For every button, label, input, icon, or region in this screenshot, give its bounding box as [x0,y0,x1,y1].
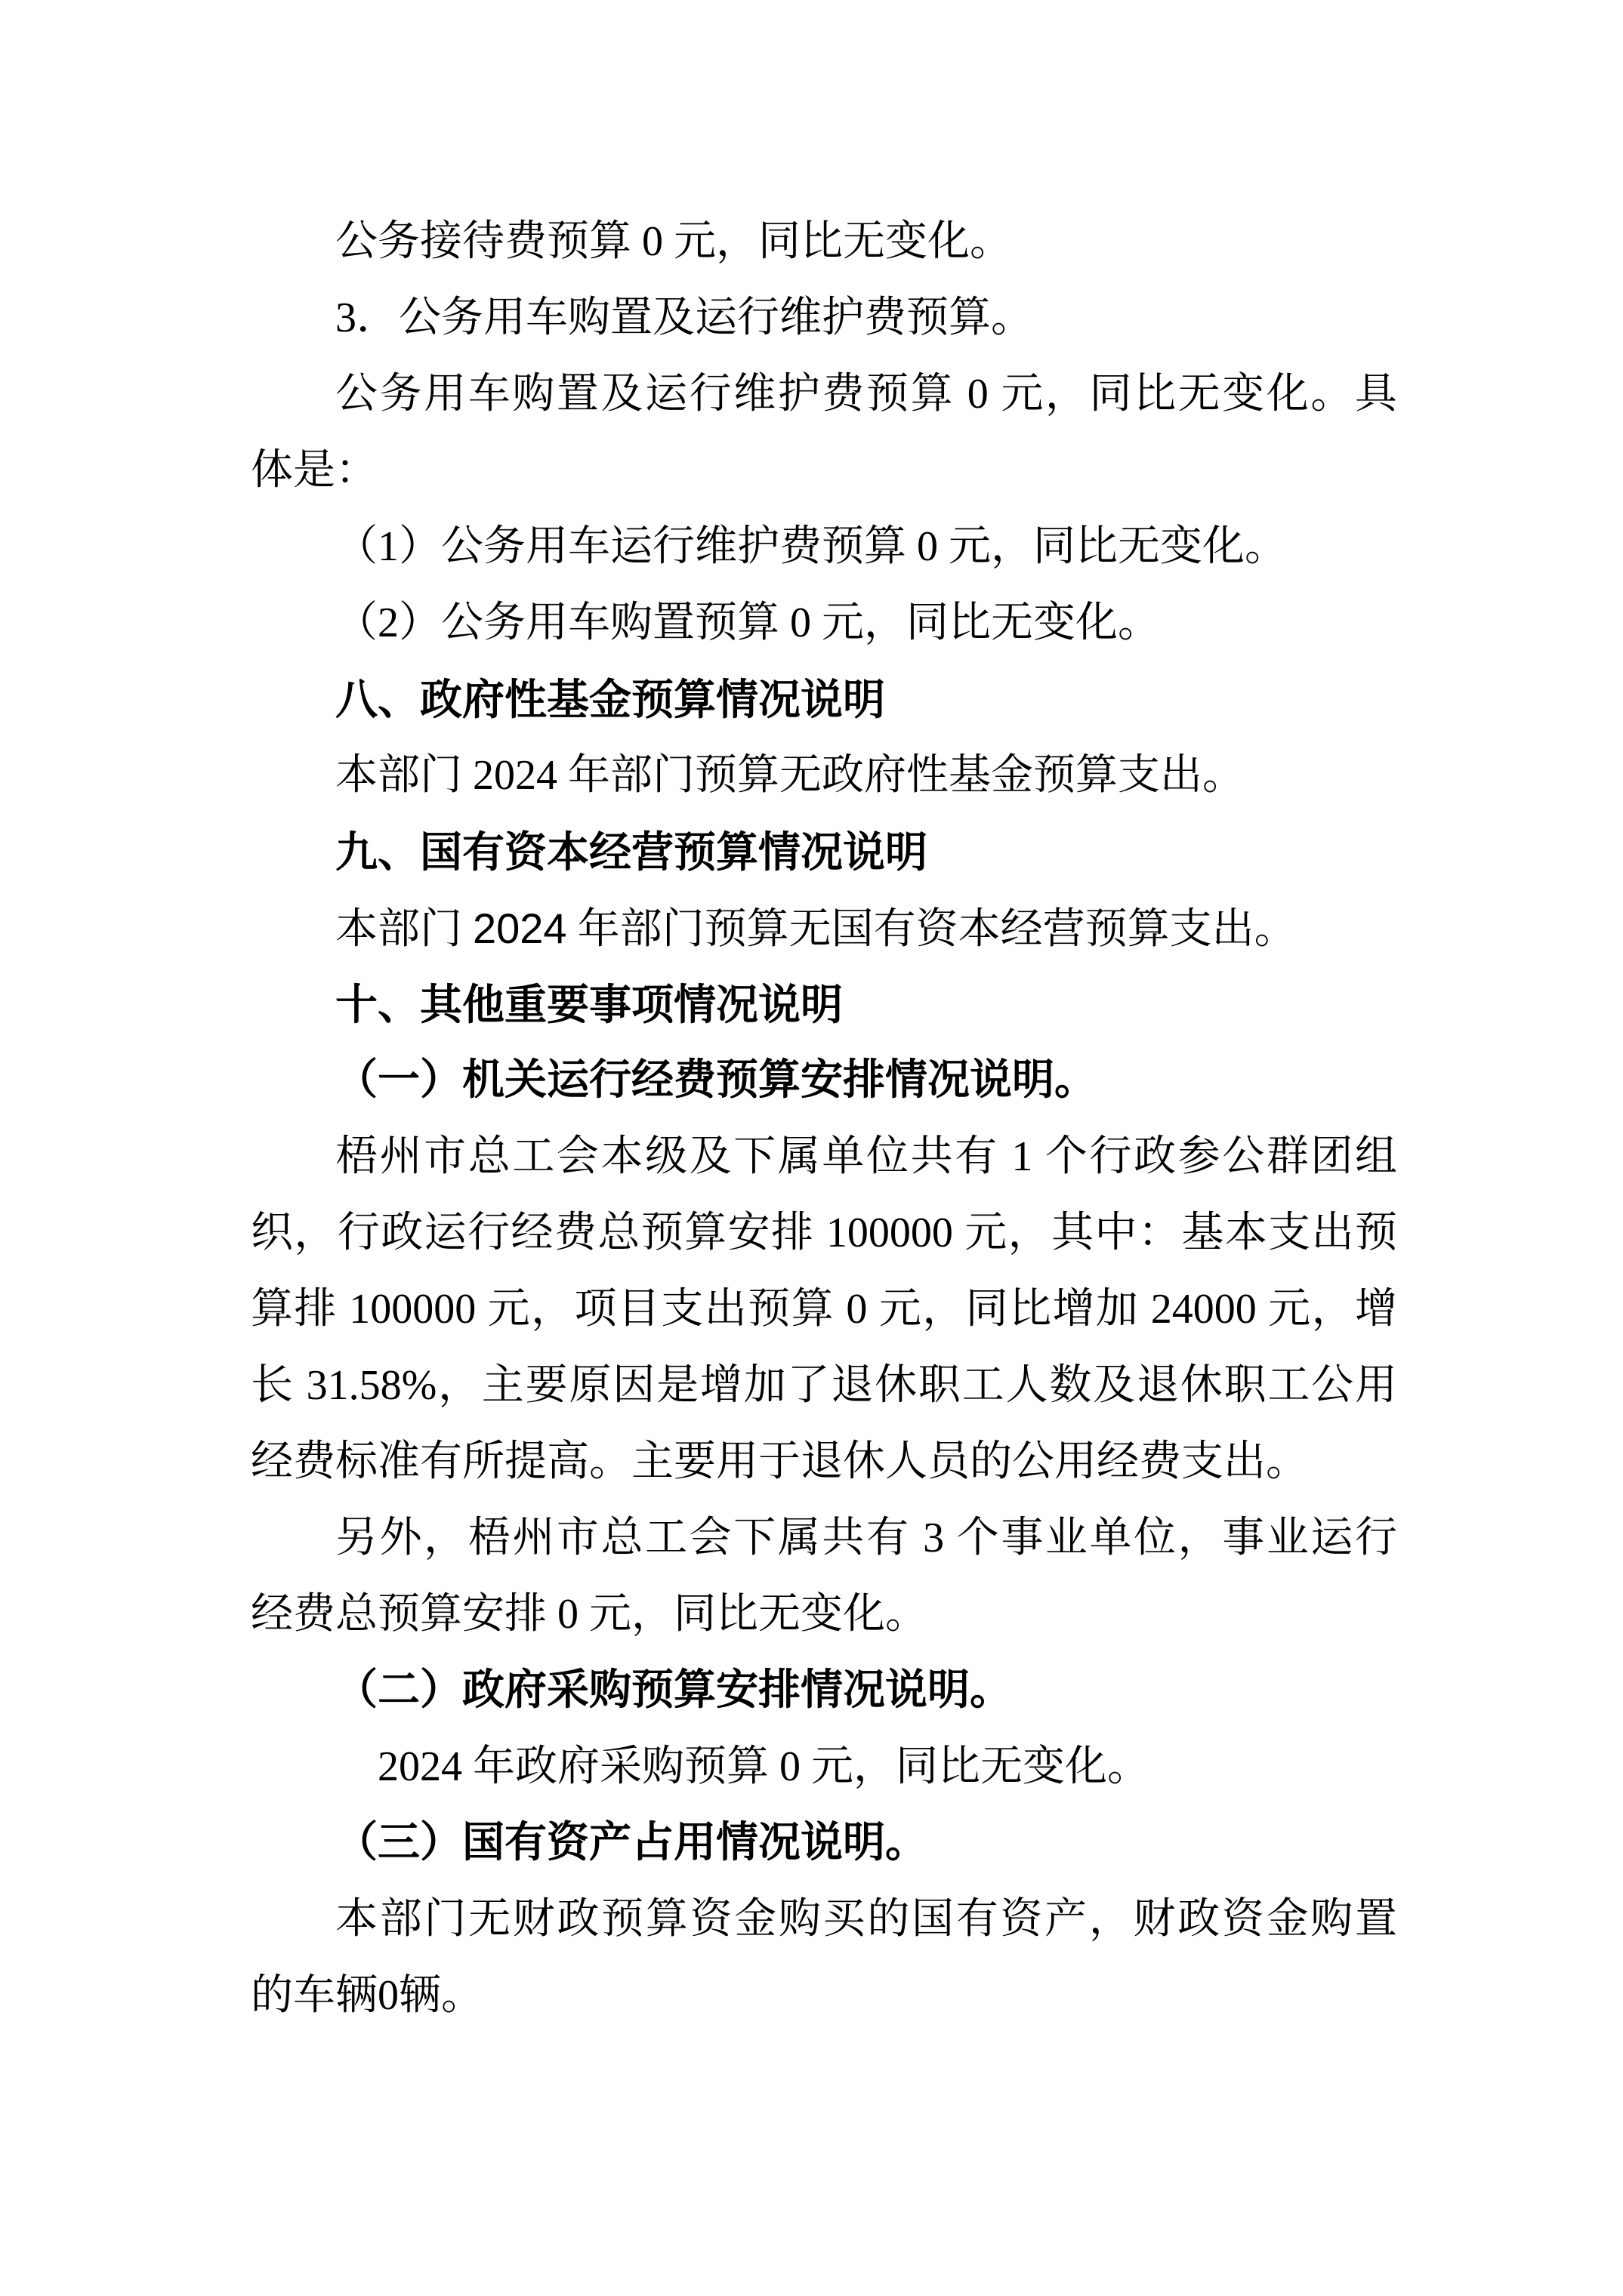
text-segment: 的车辆0辆。 [251,1972,483,2019]
text-segment: 十、其他重要事项情况说明 [335,981,843,1028]
text-segment: 。 [970,1667,1012,1714]
document-line [251,1500,1397,1576]
document-line [251,1119,1397,1195]
document-line [251,1195,1397,1271]
document-line [251,585,1397,661]
text-segment: 2024 [473,905,567,952]
document-line [251,661,1397,738]
text-segment: （一）机关运行经费预算安排情况说明。 [335,1057,1097,1104]
text-segment: 八、政府性基金预算情况说明 [335,676,885,723]
document-line [251,1653,1397,1729]
text-segment: （二）政府采购预算安排情况说明 [335,1667,970,1714]
document-line [251,356,1397,433]
text-segment: （三）国有资产占用情况说明。 [335,1820,927,1866]
document-line [251,1805,1397,1881]
text-segment: 3．公务用车购置及运行维护费预算。 [335,294,1033,341]
document-line [251,280,1397,356]
document-line [251,204,1397,280]
text-segment: 经费标准有所提高。主要用于退休人员的公用经费支出。 [251,1438,1308,1485]
text-segment: 长 31.58%，主要原因是增加了退休职工人数及退休职工公用 [251,1362,1397,1409]
document-line [251,1729,1397,1805]
text-segment: 九、国有资本经营预算情况说明 [335,828,927,876]
document-line [251,814,1397,890]
document-line [251,1881,1397,1958]
document-line [251,1576,1397,1653]
text-segment: 本部门 [335,906,473,953]
document-line [251,509,1397,585]
text-segment: （2）公务用车购置预算 0 元，同比无变化。 [335,599,1160,646]
document-line [251,890,1397,966]
text-segment: 年部门预算无国有资本经营预算支出。 [566,906,1297,953]
document-line [251,1348,1397,1424]
document-line [251,433,1397,509]
document-line [251,966,1397,1043]
text-segment: 梧州市总工会本级及下属单位共有 1 个行政参公群团组 [335,1133,1397,1180]
document-line [251,738,1397,814]
text-segment: 经费总预算安排 0 元，同比无变化。 [251,1591,927,1638]
document-line [251,1271,1397,1348]
document-body [251,204,1397,2034]
text-segment: 本部门无财政预算资金购买的国有资产，财政资金购置 [335,1896,1397,1943]
text-segment: （1）公务用车运行维护费预算 0 元，同比无变化。 [335,523,1287,570]
text-segment: 公务接待费预算 0 元，同比无变化。 [335,218,1012,265]
document-line [251,1424,1397,1500]
text-segment: 另外，梧州市总工会下属共有 3 个事业单位，事业运行 [335,1515,1397,1561]
document-line [251,1958,1397,2034]
text-segment: 体是： [251,447,378,494]
text-segment: 公务用车购置及运行维护费预算 0 元，同比无变化。具 [335,371,1397,418]
text-segment: 2024 年政府采购预算 0 元，同比无变化。 [378,1743,1149,1790]
document-line [251,1043,1397,1119]
text-segment: 本部门 2024 年部门预算无政府性基金预算支出。 [335,752,1245,799]
text-segment: 织，行政运行经费总预算安排 100000 元，其中：基本支出预 [251,1210,1397,1256]
text-segment: 算排 100000 元，项目支出预算 0 元，同比增加 24000 元，增 [251,1286,1397,1333]
